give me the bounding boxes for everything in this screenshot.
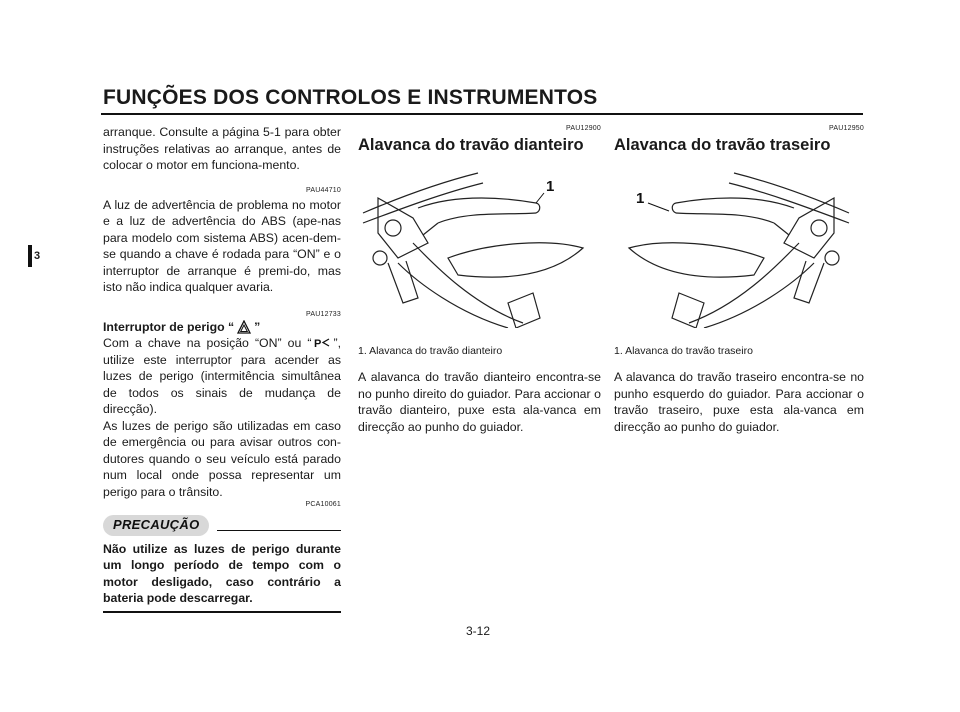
header-rule xyxy=(101,113,863,115)
reference-code: PAU12733 xyxy=(306,310,341,318)
rear-brake-paragraph: A alavanca do travão traseiro encontra-se no punho esquerdo do guiador. Para accionar o travão traseiro, puxe esta ala-vanca em direcção ao punho do guiador. xyxy=(614,370,864,434)
front-brake-caption: 1. Alavanca do travão dianteiro xyxy=(358,344,503,357)
reference-code: PAU12950 xyxy=(829,125,864,132)
hazard-heading-suffix: ” xyxy=(254,319,261,334)
hazard-paragraph-1 xyxy=(103,335,341,418)
intro-paragraph: arranque. Consulte a página 5-1 para obter instruções relativas ao arranque, antes de colocar o motor em funciona-mento. xyxy=(103,125,341,172)
hazard-switch-heading xyxy=(103,319,341,336)
svg-text:P: P xyxy=(314,338,322,349)
hazard-text-a: Com a chave na posição “ON” ou “ xyxy=(103,336,312,350)
parking-key-position-icon xyxy=(314,336,330,349)
column-middle xyxy=(358,124,601,435)
hazard-heading-prefix: Interruptor de perigo “ xyxy=(103,319,235,334)
hazard-text-b: ”, utilize este interruptor para acender as luzes de perigo (intermitência simultânea de todos os sinais de mudança de direcção). xyxy=(103,336,341,416)
reference-code: PCA10061 xyxy=(305,501,341,508)
caution-label: PRECAUÇÃO xyxy=(103,515,209,536)
figure-callout: 1 xyxy=(636,190,645,207)
caution-text: Não utilize as luzes de perigo durante um longo período de tempo com o motor desligado, caso contrário a bateria pode descarregar. xyxy=(103,541,341,605)
front-brake-paragraph: A alavanca do travão dianteiro encontra-se no punho direito do guiador. Para accionar o travão dianteiro, puxe esta ala-vanca em direcção ao punho do guiador. xyxy=(358,370,601,434)
hazard-paragraph-2: As luzes de perigo são utilizadas em caso de emergência ou para avisar outros con-dutores quando o seu veículo está parado num local onde possa representar um perigo para o trânsito. xyxy=(103,418,341,499)
page-number: 3-12 xyxy=(466,624,491,638)
column-left xyxy=(103,124,341,613)
caution-bottom-rule xyxy=(103,611,341,613)
column-right xyxy=(614,124,864,435)
front-brake-lever-illustration xyxy=(358,163,598,328)
warning-light-paragraph: A luz de advertência de problema no motor e a luz de advertência do ABS (ape-nas para modelo com sistema ABS) acen-dem-se quando a chave é rodada para “ON” e o interruptor de arranque é premi-do, mas isto não indica qualquer avaria. xyxy=(103,197,341,294)
caution-header xyxy=(103,515,341,536)
reference-code: PAU44710 xyxy=(306,186,341,194)
page-header-title: FUNÇÕES DOS CONTROLOS E INSTRUMENTOS xyxy=(103,86,598,109)
rear-brake-lever-illustration xyxy=(614,163,854,328)
front-brake-title: Alavanca do travão dianteiro xyxy=(358,136,584,154)
reference-code: PAU12900 xyxy=(566,125,601,132)
rear-brake-caption: 1. Alavanca do travão traseiro xyxy=(614,344,753,357)
rear-brake-title: Alavanca do travão traseiro xyxy=(614,136,831,154)
chapter-tab: 3 xyxy=(28,245,42,267)
caution-rule xyxy=(217,530,341,531)
hazard-triangle-icon xyxy=(237,320,251,334)
figure-callout: 1 xyxy=(546,178,555,195)
